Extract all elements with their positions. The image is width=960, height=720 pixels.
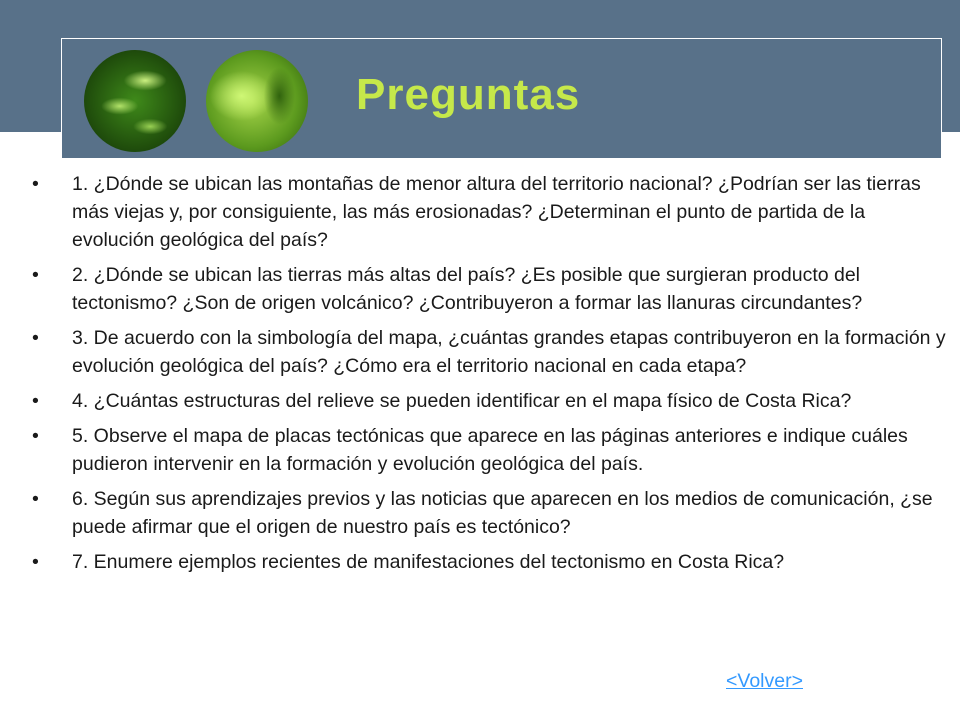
bullet: • bbox=[32, 551, 39, 573]
question-item bbox=[30, 548, 952, 576]
question-item bbox=[30, 387, 952, 415]
question-text: 2. ¿Dónde se ubican las tierras más altas del país? ¿Es posible que surgieran producto del tectonismo? ¿Son de origen volcánico? ¿Contribuyeron a formar las llanuras circundantes? bbox=[72, 264, 863, 314]
bullet: • bbox=[32, 264, 39, 286]
question-item bbox=[30, 170, 952, 254]
bullet: • bbox=[32, 425, 39, 447]
leaf-photo-2 bbox=[206, 50, 308, 152]
question-text: 6. Según sus aprendizajes previos y las noticias que aparecen en los medios de comunicación, ¿se puede afirmar que el origen de nuestro país es tectónico? bbox=[72, 488, 933, 538]
question-text: 7. Enumere ejemplos recientes de manifestaciones del tectonismo en Costa Rica? bbox=[72, 551, 785, 573]
question-text: 4. ¿Cuántas estructuras del relieve se pueden identificar en el mapa físico de Costa Rica? bbox=[72, 390, 852, 412]
question-text: 5. Observe el mapa de placas tectónicas que aparece en las páginas anteriores e indique cuáles pudieron intervenir en la formación y evolución geológica del país. bbox=[72, 425, 908, 475]
question-item bbox=[30, 422, 952, 478]
question-list bbox=[30, 170, 952, 583]
question-item bbox=[30, 261, 952, 317]
back-link[interactable]: <Volver> bbox=[726, 670, 803, 692]
question-text: 3. De acuerdo con la simbología del mapa, ¿cuántas grandes etapas contribuyeron en la formación y evolución geológica del país? ¿Cómo era el territorio nacional en cada etapa? bbox=[72, 327, 946, 377]
slide-title: Preguntas bbox=[356, 70, 581, 119]
bullet: • bbox=[32, 173, 39, 195]
leaf-photo-1 bbox=[84, 50, 186, 152]
question-item bbox=[30, 324, 952, 380]
bullet: • bbox=[32, 488, 39, 510]
bullet: • bbox=[32, 390, 39, 412]
bullet: • bbox=[32, 327, 39, 349]
question-text: 1. ¿Dónde se ubican las montañas de menor altura del territorio nacional? ¿Podrían ser las tierras más viejas y, por consiguiente, las más erosionadas? ¿Determinan el punto de partida de la evolución geológica del país? bbox=[72, 173, 921, 251]
question-item bbox=[30, 485, 952, 541]
